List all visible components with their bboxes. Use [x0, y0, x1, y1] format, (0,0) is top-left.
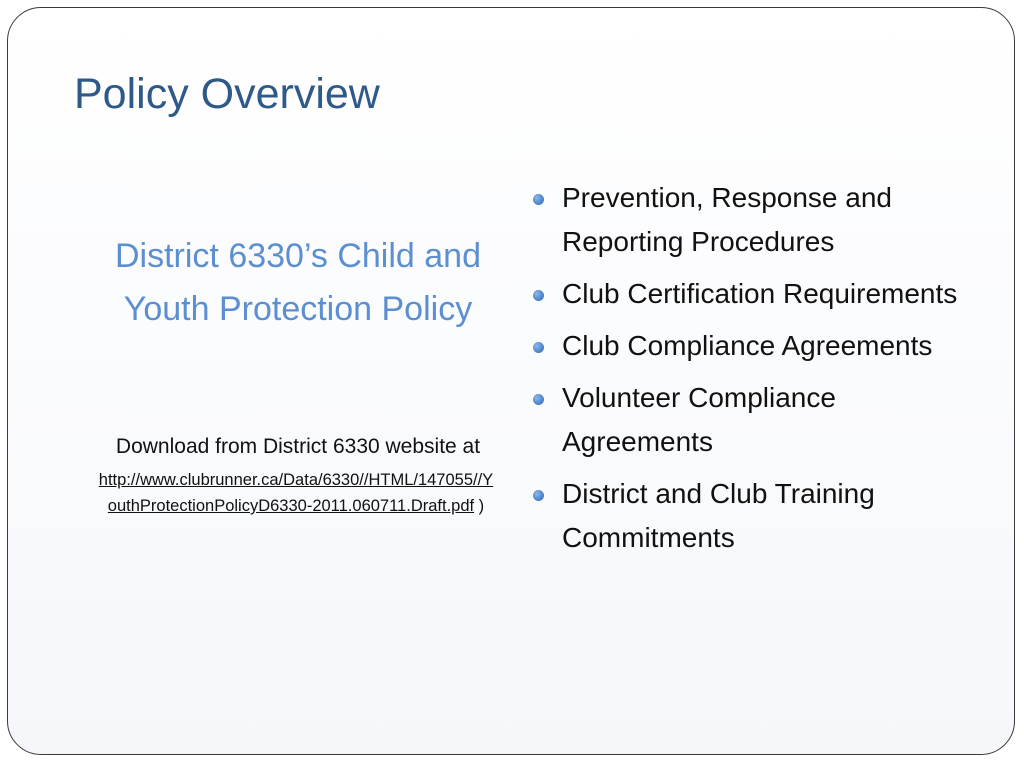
bullet-text: District and Club Training Commitments: [562, 478, 875, 553]
bullet-item-certification: [531, 272, 991, 316]
bullet-text: Club Certification Requirements: [562, 278, 958, 309]
bullet-dot-icon: [533, 290, 544, 301]
policy-subtitle: District 6330’s Child and Youth Protection Policy: [115, 237, 481, 328]
bullet-dot-icon: [533, 394, 544, 405]
slide-frame: [7, 7, 1015, 755]
right-column: [531, 176, 991, 568]
download-link-block: [96, 467, 496, 519]
bullet-text: Volunteer Compliance Agreements: [562, 382, 836, 457]
download-text: Download from District 6330 website at: [115, 435, 481, 458]
left-column: [88, 230, 508, 519]
bullet-dot-icon: [533, 194, 544, 205]
link-suffix: ): [474, 497, 485, 515]
bullet-item-prevention: [531, 176, 991, 264]
bullet-dot-icon: [533, 342, 544, 353]
bullet-item-training: [531, 472, 991, 560]
slide-title: Policy Overview: [74, 70, 380, 118]
bullet-text: Prevention, Response and Reporting Procedures: [562, 182, 892, 257]
bullet-dot-icon: [533, 490, 544, 501]
policy-pdf-link[interactable]: http://www.clubrunner.ca/Data/6330//HTML/147055//YouthProtectionPolicyD6330-2011.060711.Draft.pdf: [98, 471, 494, 515]
bullet-item-club-compliance: [531, 324, 991, 368]
bullet-item-volunteer-compliance: [531, 376, 991, 464]
bullet-text: Club Compliance Agreements: [562, 330, 933, 361]
overview-bullet-list: [531, 176, 991, 560]
